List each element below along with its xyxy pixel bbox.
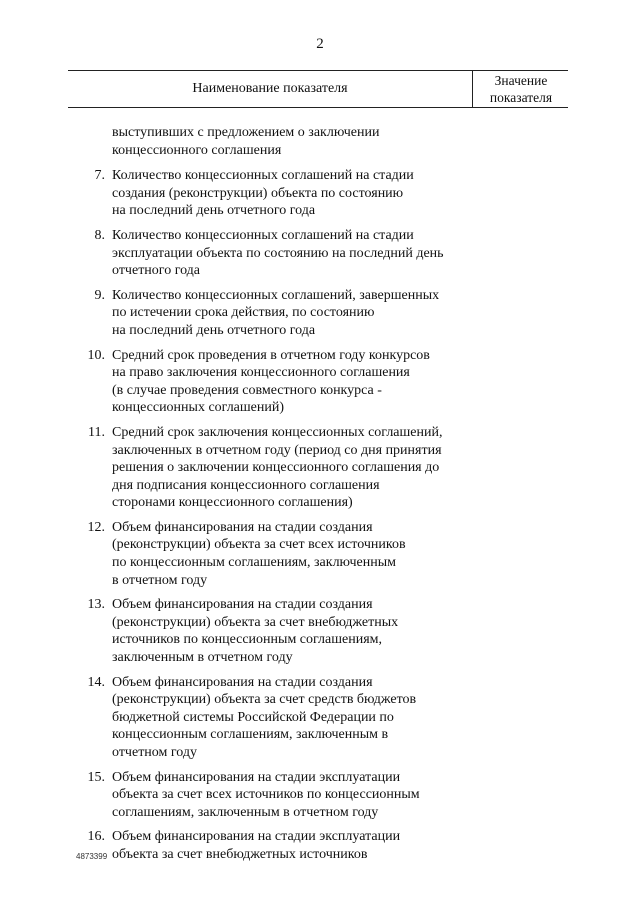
continuation-text [76, 124, 496, 159]
row-text-line: Объем финансирования на стадии создания [112, 597, 373, 613]
row-number: 13. [87, 597, 105, 613]
row-text [112, 519, 496, 589]
table-row [76, 596, 496, 666]
row-number: 15. [87, 769, 105, 785]
row-text-line: эксплуатации объекта по состоянию на последний день [112, 245, 444, 261]
row-number: 9. [94, 287, 105, 303]
row-text-line: создания (реконструкции) объекта по состоянию [112, 185, 404, 201]
row-number: 12. [87, 519, 105, 535]
table-row [76, 674, 496, 762]
page-number: 2 [316, 36, 324, 52]
row-text [112, 769, 496, 822]
continuation-line: выступивших с предложением о заключении [112, 125, 380, 140]
row-number: 16. [87, 829, 105, 845]
row-number: 11. [88, 424, 105, 440]
row-text-line: на последний день отчетного года [112, 322, 316, 338]
row-text-line: бюджетной системы Российской Федерации по [112, 709, 394, 725]
row-text-line: соглашениям, заключенным в отчетном году [112, 804, 379, 820]
row-text-line: решения о заключении концессионного соглашения до [112, 460, 440, 476]
row-text-line: отчетного года [112, 263, 201, 279]
row-text-line: (реконструкции) объекта за счет внебюджетных [112, 614, 399, 630]
header-value-line: показателя [489, 90, 553, 105]
row-number: 10. [87, 347, 105, 363]
row-text-line: Количество концессионных соглашений на стадии [112, 227, 414, 243]
row-text-line: Объем финансирования на стадии создания [112, 519, 373, 535]
indicator-list [76, 124, 496, 871]
row-text-line: заключенных в отчетном году (период со дня принятия [112, 442, 442, 458]
table-header [68, 70, 568, 108]
row-text-line: Объем финансирования на стадии эксплуатации [112, 769, 401, 785]
row-text-line: объекта за счет всех источников по концессионным [112, 787, 420, 803]
row-text-line: по концессионным соглашениям, заключенным [112, 555, 396, 571]
row-text-line: (реконструкции) объекта за счет всех источников [112, 537, 406, 553]
row-number: 14. [87, 674, 105, 690]
document-code: 4873399 [76, 852, 108, 861]
continuation-line: концессионного соглашения [112, 142, 282, 158]
row-text-line: Средний срок проведения в отчетном году конкурсов [112, 347, 430, 363]
row-text-line: концессионных соглашений) [112, 400, 285, 416]
table-row [76, 769, 496, 822]
row-text-line: (реконструкции) объекта за счет средств бюджетов [112, 692, 417, 708]
row-text [112, 674, 496, 762]
header-value-line: Значение [494, 73, 548, 88]
row-text-line: Объем финансирования на стадии создания [112, 674, 373, 690]
row-text-line: на последний день отчетного года [112, 203, 316, 219]
row-text-line: Объем финансирования на стадии эксплуатации [112, 829, 401, 845]
row-text [112, 227, 496, 280]
row-text [112, 596, 496, 666]
table-row [76, 167, 496, 220]
row-text-line: в отчетном году [112, 572, 208, 588]
table-row [76, 828, 496, 863]
row-text-line: отчетном году [112, 745, 198, 760]
header-value-column [472, 71, 569, 107]
row-text [112, 167, 496, 220]
row-number: 8. [94, 227, 105, 243]
row-text-line: источников по концессионным соглашениям, [112, 632, 383, 648]
table-row [76, 227, 496, 280]
row-number: 7. [94, 168, 105, 184]
row-text-line: Количество концессионных соглашений на стадии [112, 168, 414, 184]
header-name-column: Наименование показателя [192, 81, 348, 96]
table-row [76, 347, 496, 417]
row-text [112, 287, 496, 340]
row-text-line: концессионным соглашениям, заключенным в [112, 727, 389, 743]
row-text [112, 424, 496, 512]
row-text-line: объекта за счет внебюджетных источников [112, 846, 368, 862]
row-text-line: Средний срок заключения концессионных соглашений, [112, 424, 443, 440]
row-text [112, 347, 496, 417]
row-text-line: на право заключения концессионного соглашения [112, 365, 410, 381]
row-text-line: заключенным в отчетном году [112, 650, 293, 666]
row-text-line: (в случае проведения совместного конкурса - [112, 382, 382, 398]
row-text [112, 828, 496, 863]
table-row [76, 519, 496, 589]
row-text-line: дня подписания концессионного соглашения [112, 477, 380, 493]
table-row [76, 424, 496, 512]
row-text-line: сторонами концессионного соглашения) [112, 495, 353, 511]
row-text-line: по истечении срока действия, по состоянию [112, 305, 375, 321]
row-text-line: Количество концессионных соглашений, завершенных [112, 287, 440, 303]
table-row [76, 287, 496, 340]
